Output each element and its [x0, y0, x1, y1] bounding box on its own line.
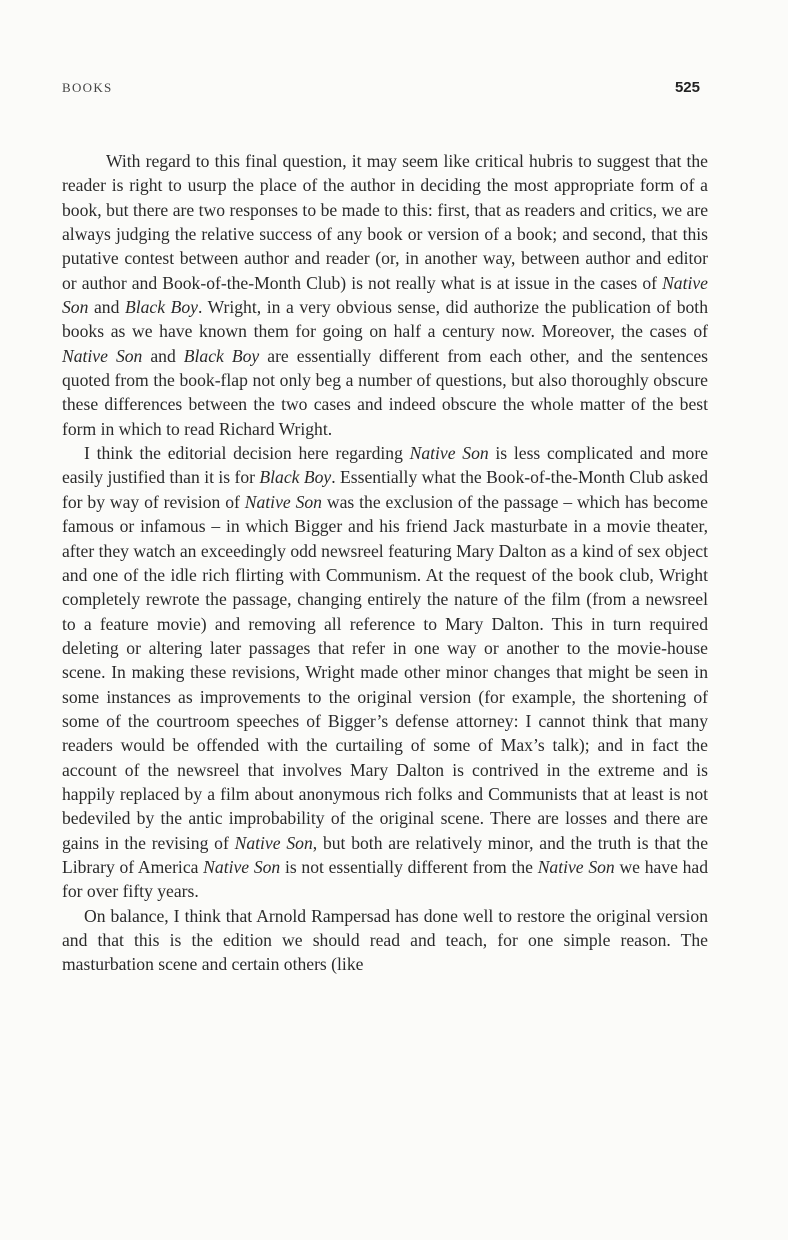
paragraph-1	[62, 149, 708, 441]
text-run: we have had for over fifty years.	[62, 856, 709, 902]
book-title: Native Son	[234, 832, 313, 853]
text-run: I think the editorial decision here regarding	[84, 443, 410, 464]
section-title: BOOKS	[62, 80, 113, 95]
book-title: Native Son	[62, 345, 143, 366]
text-run: . Wright, in a very obvious sense, did authorize the publication of both books as we have known them for going on half a century now. Moreover, the cases of	[62, 297, 708, 342]
book-title: Native Son	[537, 856, 615, 877]
text-run: With regard to this final question, it may seem like critical hubris to suggest that the reader is right to usurp the place of the author in deciding the most appropriate form of a book, but there are two responses to be made to this: first, that as readers and critics, we are always judging the relative success of any book or version of a book; and second, that this putative contest between author and reader (or, in another way, between author and editor or author and Book-of-the-Month Club) is not really what is at issue in the cases of	[62, 151, 708, 293]
text-run: . Essentially what the Book-of-the-Month Club asked for by way of revision of	[62, 467, 708, 512]
text-run: was the exclusion of the passage – which has become famous or infamous – in which Bigger and his friend Jack masturbate in a movie theater, after they watch an exceedingly odd newsreel featuring Mary Dalton as a kind of sex object and one of the idle rich flirting with Communism. At the request of the book club, Wright completely rewrote the passage, changing entirely the nature of the film (from a newsreel to a feature movie) and removing all reference to Mary Dalton. This in turn required deleting or altering later passages that refer in one way or another to the movie-house scene. In making these revisions, Wright made other minor changes that might be seen in some instances as improvements to the original version (for example, the shortening of some of the courtroom speeches of Bigger’s defense attorney: I cannot think that many readers would be offended with the curtailing of some of Max’s talk); and in fact the account of the newsreel that involves Mary Dalton is contrived in the extreme and is happily replaced by a film about anonymous rich folks and Communists that at least is not bedeviled by the antic improbability of the original scene. There are losses and there are gains in the revising of	[62, 491, 708, 853]
book-title: Black Boy	[259, 467, 332, 488]
text-run: On balance, I think that Arnold Rampersad has done well to restore the original version and that this is the edition we should read and teach, for one simple reason. The masturbation scene and certain others (like	[62, 905, 708, 975]
text-run: and	[142, 345, 184, 366]
book-title: Native Son	[203, 856, 281, 877]
book-title: Black Boy	[124, 297, 198, 318]
text-run: is less complicated and more easily justified than it is for	[62, 443, 709, 488]
paragraph-2	[62, 441, 708, 904]
text-run: and	[88, 297, 125, 318]
text-run: are essentially different from each other, and the sentences quoted from the book-flap not only beg a number of questions, but also thoroughly obscure these differences between the two cases and indeed obscure the whole matter of the best form in which to read Richard Wright.	[62, 345, 708, 439]
book-title: Native Son	[409, 443, 489, 464]
running-head	[62, 80, 700, 100]
book-title: Native Son	[62, 272, 708, 318]
text-run: , but both are relatively minor, and the truth is that the Library of America	[62, 832, 709, 877]
text-run: is not essentially different from the	[280, 856, 538, 877]
body-text	[62, 149, 708, 977]
book-title: Black Boy	[183, 345, 260, 366]
paragraph-3	[62, 904, 708, 977]
page-number: 525	[674, 79, 700, 96]
book-title: Native Son	[244, 491, 322, 512]
